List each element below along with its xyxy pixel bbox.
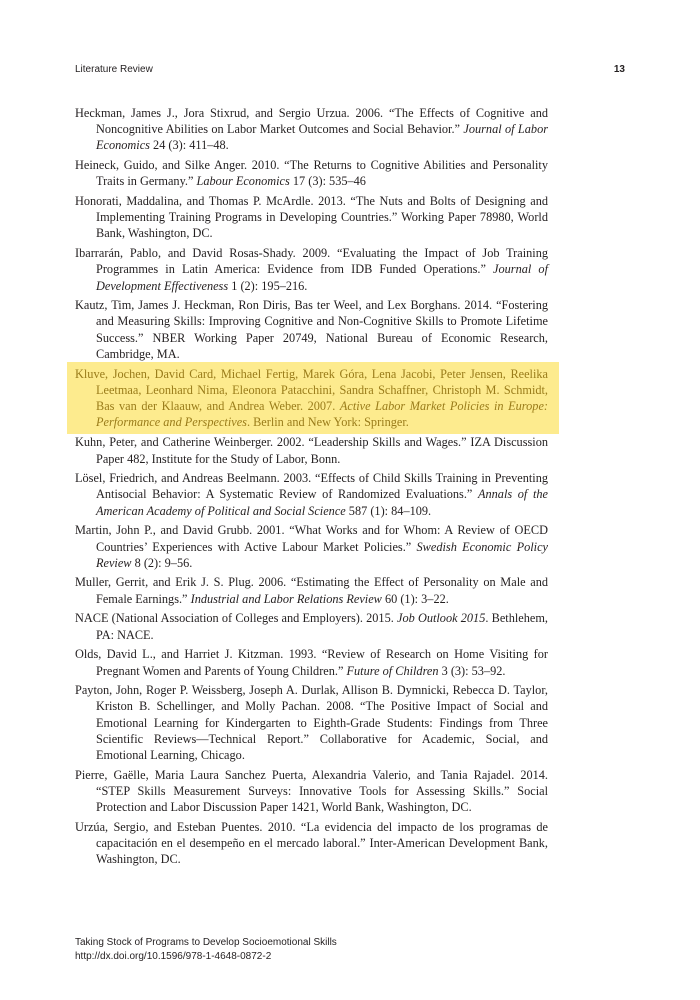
reference-entry xyxy=(75,245,548,294)
reference-entry xyxy=(75,819,548,868)
reference-title-italic: Industrial and Labor Relations Review xyxy=(190,591,382,606)
reference-entry xyxy=(75,105,548,154)
reference-text: Lösel, Friedrich, and Andreas Beelmann. 2003. “Effects of Child Skills Training in Preventing Antisocial Behavior: A Systematic Review of Randomized Evaluations.” xyxy=(75,471,548,502)
reference-text: Pierre, Gaëlle, Maria Laura Sanchez Puerta, Alexandria Valerio, and Tania Rajadel. 2014. “STEP Skills Measurement Surveys: Innovative Tools for Assessing Skills.” Social Protection and Labor Discussion Paper 1421, World Bank, Washington, DC. xyxy=(75,767,548,815)
page-number: 13 xyxy=(613,64,625,75)
reference-tail: 24 (3): 411–48. xyxy=(149,138,229,153)
reference-entry xyxy=(75,646,548,678)
reference-title-italic: Annals of the American Academy of Political and Social Science xyxy=(96,487,548,518)
reference-text: NACE (National Association of Colleges and Employers). 2015. xyxy=(75,611,397,626)
reference-text: Urzúa, Sergio, and Esteban Puentes. 2010. “La evidencia del impacto de los programas de capacitación en el desempeño en el mercado laboral.” Inter-American Development Bank, Washington, DC. xyxy=(75,819,548,867)
reference-title-italic: Swedish Economic Policy Review xyxy=(96,539,548,570)
reference-tail: . Berlin and New York: Springer. xyxy=(246,415,409,430)
reference-title-italic: Future of Children xyxy=(346,663,439,678)
footer-book-title: Taking Stock of Programs to Develop Socioemotional Skills xyxy=(75,937,337,948)
reference-title-italic: Active Labor Market Policies in Europe: Performance and Perspectives xyxy=(96,398,548,430)
reference-text: Payton, John, Roger P. Weissberg, Joseph A. Durlak, Allison B. Dymnicki, Rebecca D. Taylor, Kriston B. Schellinger, and Molly Pachan. 2008. “The Positive Impact of Social and Emotional Learning for Kindergarten to Eighth-Grade Students: Findings from Three Scientific Reviews—Technical Report.” Collaborative for Academic, Social, and Emotional Learning, Chicago. xyxy=(75,683,548,763)
reference-tail: 587 (1): 84–109. xyxy=(345,503,432,518)
reference-entry xyxy=(75,574,548,606)
reference-text: Honorati, Maddalina, and Thomas P. McArdle. 2013. “The Nuts and Bolts of Designing and Implementing Training Programs in Developing Countries.” Working Paper 78980, World Bank, Washington, DC. xyxy=(75,194,548,241)
reference-title-italic: Journal of Labor Economics xyxy=(96,122,548,153)
reference-list xyxy=(75,105,548,871)
reference-text: Heckman, James J., Jora Stixrud, and Sergio Urzua. 2006. “The Effects of Cognitive and Noncognitive Abilities on Labor Market Outcomes and Social Behavior.” xyxy=(75,106,548,137)
reference-entry xyxy=(75,522,548,571)
reference-entry xyxy=(75,610,548,642)
reference-entry xyxy=(75,470,548,519)
reference-entry xyxy=(75,193,548,242)
reference-entry xyxy=(75,297,548,362)
reference-tail: 1 (2): 195–216. xyxy=(228,278,308,293)
reference-text: Martin, John P., and David Grubb. 2001. “What Works and for Whom: A Review of OECD Countries’ Experiences with Active Labour Market Policies.” xyxy=(75,523,548,554)
reference-entry xyxy=(75,767,548,816)
reference-entry xyxy=(75,157,548,189)
reference-text: Heineck, Guido, and Silke Anger. 2010. “The Returns to Cognitive Abilities and Personality Traits in Germany.” xyxy=(75,158,548,189)
reference-entry xyxy=(75,682,548,763)
reference-text: Ibarrarán, Pablo, and David Rosas-Shady. 2009. “Evaluating the Impact of Job Training Programmes in Latin America: Evidence from IDB Funded Operations.” xyxy=(75,246,548,277)
reference-tail: 17 (3): 535–46 xyxy=(289,174,366,189)
reference-text: Olds, David L., and Harriet J. Kitzman. 1993. “Review of Research on Home Visiting for Pregnant Women and Parents of Young Children.” xyxy=(75,647,548,678)
reference-tail: . Bethlehem, PA: NACE. xyxy=(96,611,548,642)
reference-text: Kautz, Tim, James J. Heckman, Ron Diris, Bas ter Weel, and Lex Borghans. 2014. “Fostering and Measuring Skills: Improving Cognitive and Non-Cognitive Skills to Promote Lifetime Success.” NBER Working Paper 20749, National Bureau of Economic Research, Cambridge, MA. xyxy=(75,298,548,361)
reference-entry xyxy=(75,434,548,466)
reference-title-italic: Labour Economics xyxy=(196,174,290,189)
reference-text: Kluve, Jochen, David Card, Michael Fertig, Marek Góra, Lena Jacobi, Peter Jensen, Reelika Leetmaa, Leonhard Nima, Eleonora Patacchini, Sandra Schaffner, Christoph M. Schmidt, Bas van der Klaauw, and Andrea Weber. 2007. xyxy=(75,366,548,413)
highlighted-reference-entry xyxy=(67,362,559,435)
reference-title-italic: Journal of Development Effectiveness xyxy=(96,262,548,293)
reference-tail: 8 (2): 9–56. xyxy=(131,555,193,570)
running-head: Literature Review xyxy=(75,64,153,75)
reference-text: Muller, Gerrit, and Erik J. S. Plug. 2006. “Estimating the Effect of Personality on Male and Female Earnings.” xyxy=(75,575,548,606)
reference-text: Kuhn, Peter, and Catherine Weinberger. 2002. “Leadership Skills and Wages.” IZA Discussion Paper 482, Institute for the Study of Labor, Bonn. xyxy=(75,435,548,466)
reference-tail: 3 (3): 53–92. xyxy=(438,663,506,678)
reference-title-italic: Job Outlook 2015 xyxy=(397,611,486,626)
footer-doi-link[interactable]: http://dx.doi.org/10.1596/978-1-4648-0872-2 xyxy=(75,951,272,962)
reference-tail: 60 (1): 3–22. xyxy=(381,591,449,606)
